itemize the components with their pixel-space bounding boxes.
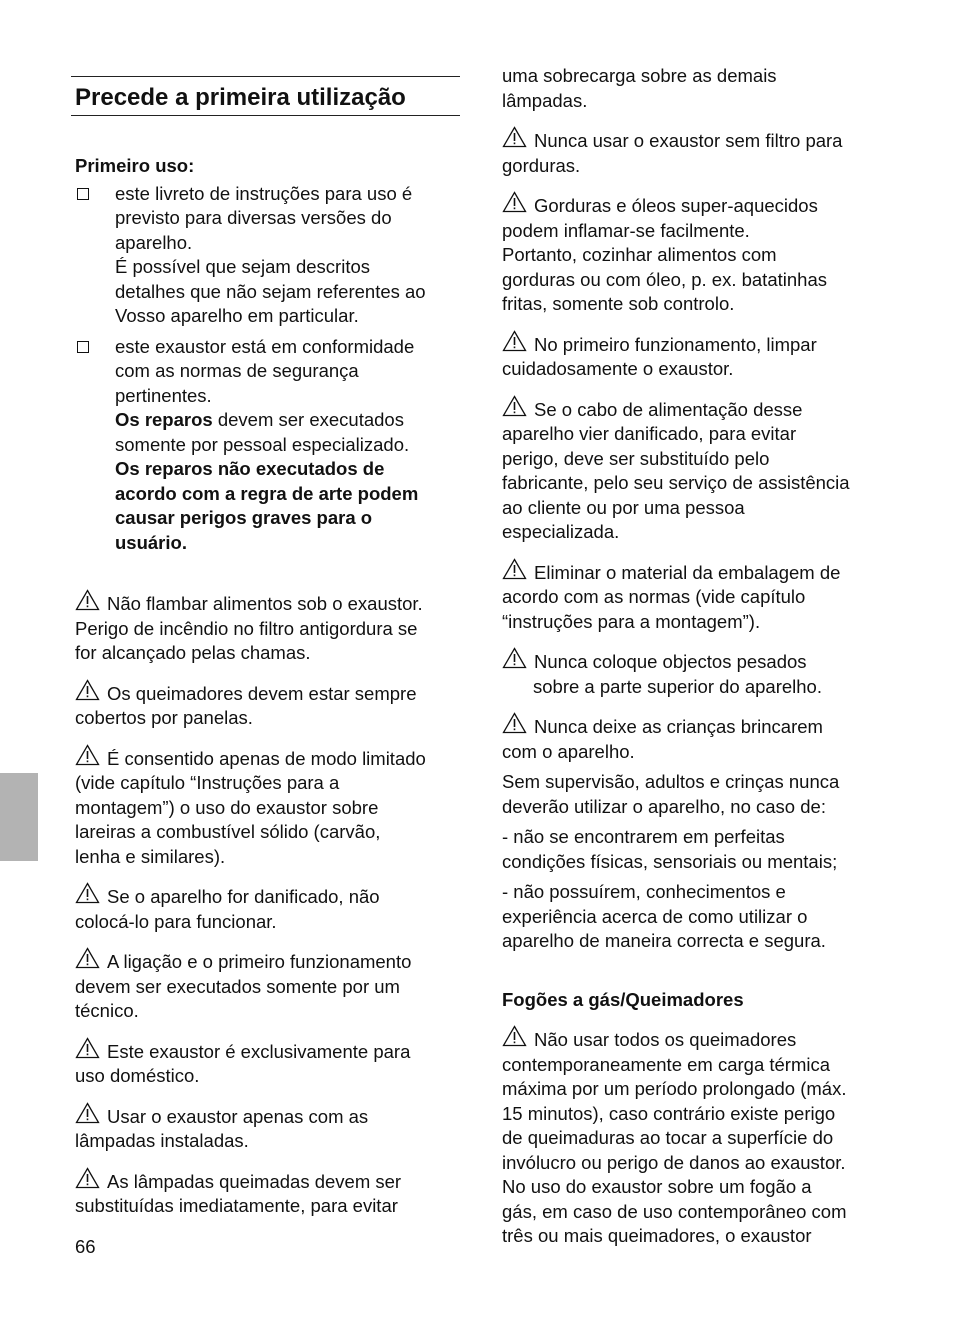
- warning-triangle-icon: [75, 1102, 100, 1124]
- text-line: invólucro ou perigo de danos ao exaustor.: [502, 1151, 846, 1173]
- text-line: Os queimadores devem estar sempre: [75, 679, 460, 707]
- text-line: acordo com as normas (vide capítulo: [502, 586, 806, 607]
- section-tab-marker: [0, 773, 38, 861]
- warning-triangle-icon: [75, 589, 100, 611]
- warning-block: [502, 191, 882, 317]
- subhead-primeiro-uso: Primeiro uso:: [75, 155, 195, 176]
- text-line: previsto para diversas versões do: [115, 207, 392, 228]
- bold-text: Os reparos: [115, 409, 213, 430]
- text-line: aparelho vier danificado, para evitar: [502, 423, 797, 444]
- text-line: três ou mais queimadores, o exaustor: [502, 1225, 812, 1246]
- text-line: com o aparelho.: [502, 740, 635, 762]
- text-line: este exaustor está em conformidade: [115, 335, 415, 357]
- text-line: este livreto de instruções para uso é: [115, 182, 413, 204]
- text-line: Usar o exaustor apenas com as: [75, 1102, 460, 1130]
- text-line: lenha e similares).: [75, 845, 226, 867]
- text-line: Nunca coloque objectos pesados: [502, 647, 882, 675]
- text-line: colocá-lo para funcionar.: [75, 910, 277, 932]
- warning-block: [502, 395, 882, 545]
- text-line: Gorduras e óleos super-aquecidos: [502, 191, 882, 219]
- right-column: [502, 64, 882, 1249]
- text-line: Portanto, cozinhar alimentos com: [502, 244, 777, 265]
- text-line: A ligação e o primeiro funzionamento: [75, 947, 460, 975]
- warning-triangle-icon: [502, 712, 527, 734]
- text-line: É consentido apenas de modo limitado: [75, 744, 460, 772]
- text-line: Perigo de incêndio no filtro antigordura se: [75, 617, 418, 639]
- text-line: cuidadosamente o exaustor.: [502, 358, 734, 379]
- warning-block: [75, 679, 460, 731]
- text-line: No primeiro funzionamento, limpar: [502, 330, 882, 358]
- warning-block: [502, 126, 882, 178]
- text-line: uso doméstico.: [75, 1065, 200, 1086]
- warning-block: [75, 1037, 460, 1089]
- warning-triangle-icon: [75, 1167, 100, 1189]
- warning-block: [502, 558, 882, 635]
- warning-block: [75, 589, 460, 666]
- bold-text-line: causar perigos graves para o: [115, 507, 373, 528]
- warning-block: [502, 712, 882, 764]
- text-line: devem ser executados somente por um: [75, 975, 400, 997]
- text-line: Se o cabo de alimentação desse: [502, 395, 882, 423]
- warning-triangle-icon: [502, 126, 527, 148]
- text-line: contemporaneamente em carga térmica: [502, 1053, 831, 1075]
- warning-triangle-icon: [75, 882, 100, 904]
- text-line: de queimaduras ao tocar a superfície do: [502, 1127, 834, 1148]
- checkbox-bullet-icon: [77, 341, 89, 353]
- text-line: gorduras.: [502, 154, 581, 176]
- subhead-fogoes: Fogões a gás/Queimadores: [502, 988, 744, 1010]
- text-line: gás, em caso de uso contemporâneo com: [502, 1200, 847, 1222]
- text-line: máxima por um período prolongado (máx.: [502, 1078, 847, 1099]
- text-line: Nunca usar o exaustor sem filtro para: [502, 126, 882, 154]
- text-line: lareiras a combustível sólido (carvão,: [75, 821, 381, 842]
- text-line: fabricante, pelo seu serviço de assistência: [502, 472, 850, 493]
- bold-text-line: Os reparos não executados de: [115, 458, 385, 479]
- text-line: ao cliente ou por uma pessoa: [502, 496, 745, 518]
- warning-block: [75, 1167, 460, 1219]
- text-line: Não usar todos os queimadores: [502, 1025, 882, 1053]
- text-line: perigo, deve ser substituído pelo: [502, 447, 770, 469]
- warning-triangle-icon: [75, 744, 100, 766]
- text-line: for alcançado pelas chamas.: [75, 642, 311, 663]
- text-line: sobre a parte superior do aparelho.: [533, 675, 822, 697]
- page-title: Precede a primeira utilização: [75, 84, 406, 111]
- text-line: Se o aparelho for danificado, não: [75, 882, 460, 910]
- text-line: com as normas de segurança: [115, 360, 359, 381]
- text-line: substituídas imediatamente, para evitar: [75, 1195, 398, 1216]
- warning-triangle-icon: [502, 395, 527, 417]
- bold-text-line: usuário.: [115, 531, 187, 553]
- warning-block: [75, 1102, 460, 1154]
- text-line: - não se encontrarem em perfeitas: [502, 826, 785, 847]
- text-line: deverão utilizar o aparelho, no caso de:: [502, 795, 826, 817]
- text-line: [115, 408, 460, 433]
- text-line: - não possuírem, conhecimentos e: [502, 881, 786, 902]
- supervision-paragraph: [502, 770, 882, 819]
- text-line: No uso do exaustor sobre um fogão a: [502, 1176, 812, 1197]
- warning-block: [502, 647, 882, 699]
- warning-block: [75, 744, 460, 870]
- text-line: cobertos por panelas.: [75, 707, 253, 728]
- text-line: podem inflamar-se facilmente.: [502, 219, 750, 241]
- warning-triangle-icon: [502, 558, 527, 580]
- text-line: gorduras ou com óleo, p. ex. batatinhas: [502, 268, 827, 290]
- warning-triangle-icon: [502, 330, 527, 352]
- text-line: lâmpadas instaladas.: [75, 1130, 249, 1151]
- warning-triangle-icon: [502, 191, 527, 213]
- text-line: especializada.: [502, 521, 620, 542]
- warning-block: [75, 882, 460, 934]
- text-line: aparelho.: [115, 231, 193, 253]
- text-line: Sem supervisão, adultos e crinças nunca: [502, 771, 840, 792]
- text-line: pertinentes.: [115, 384, 212, 406]
- warning-block: [502, 330, 882, 382]
- text-line: Não flambar alimentos sob o exaustor.: [75, 589, 460, 617]
- checkbox-bullet-icon: [77, 188, 89, 200]
- page-number: 66: [75, 1236, 96, 1257]
- text-line: Este exaustor é exclusivamente para: [75, 1037, 460, 1065]
- condition-paragraph: [502, 825, 882, 874]
- text-line: lâmpadas.: [502, 89, 588, 111]
- text-line: (vide capítulo “Instruções para a: [75, 772, 340, 793]
- text-line: aparelho de maneira correcta e segura.: [502, 930, 826, 951]
- continuation-text: [502, 64, 882, 113]
- warning-triangle-icon: [75, 1037, 100, 1059]
- text-line: As lâmpadas queimadas devem ser: [75, 1167, 460, 1195]
- text-line: É possível que sejam descritos: [115, 256, 371, 277]
- text-line: montagem”) o uso do exaustor sobre: [75, 796, 379, 818]
- warning-triangle-icon: [75, 679, 100, 701]
- condition-paragraph: [502, 880, 882, 954]
- left-column: [75, 76, 460, 1219]
- warning-block: [502, 1025, 882, 1249]
- text-line: detalhes que não sejam referentes ao: [115, 280, 426, 302]
- text-line: uma sobrecarga sobre as demais: [502, 65, 777, 86]
- warning-triangle-icon: [502, 1025, 527, 1047]
- text-line: fritas, somente sob controlo.: [502, 293, 735, 314]
- text-span: devem ser executados: [212, 409, 404, 430]
- title-box: [71, 76, 460, 116]
- bullet-item-1: [75, 182, 460, 329]
- text-line: 15 minutos), caso contrário existe perigo: [502, 1102, 836, 1124]
- text-line: técnico.: [75, 1000, 139, 1021]
- text-line: somente por pessoal especializado.: [115, 433, 410, 455]
- text-line: “instruções para a montagem”).: [502, 610, 761, 632]
- text-line: Vosso aparelho em particular.: [115, 305, 359, 326]
- bold-text-line: acordo com a regra de arte podem: [115, 482, 419, 504]
- warning-triangle-icon: [75, 947, 100, 969]
- warning-triangle-icon: [502, 647, 527, 669]
- text-line: Eliminar o material da embalagem de: [502, 558, 882, 586]
- bullet-item-2: [75, 335, 460, 556]
- text-line: experiência acerca de como utilizar o: [502, 905, 808, 927]
- warning-block: [75, 947, 460, 1024]
- text-line: condições físicas, sensoriais ou mentais;: [502, 850, 838, 872]
- text-line: Nunca deixe as crianças brincarem: [502, 712, 882, 740]
